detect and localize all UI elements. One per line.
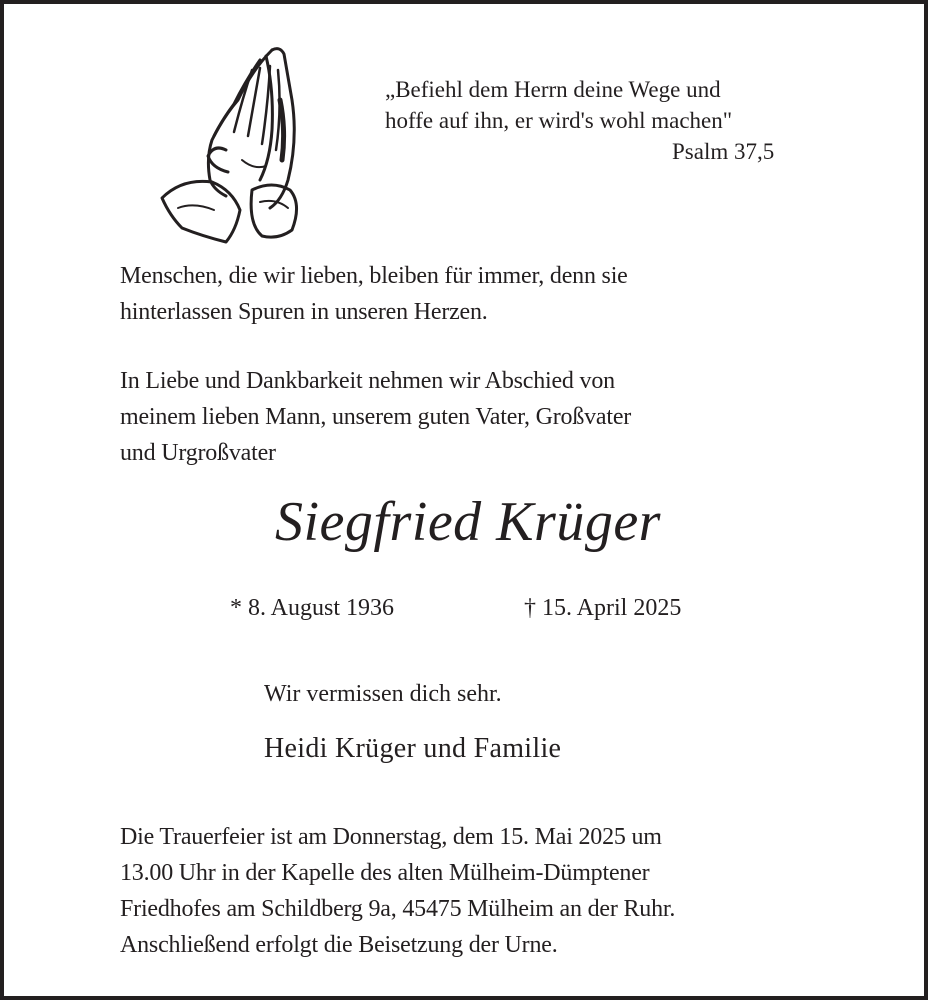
quote-line: „Befiehl dem Herrn deine Wege und — [385, 77, 721, 102]
bible-quote — [385, 74, 732, 136]
death-date: † 15. April 2025 — [524, 595, 682, 621]
signed-by: Heidi Krüger und Familie — [264, 733, 562, 764]
ceremony-line: Anschließend erfolgt die Beisetzung der Urne. — [120, 932, 558, 958]
intro-line: Menschen, die wir lieben, bleiben für immer, denn sie — [120, 263, 628, 289]
quote-source: Psalm 37,5 — [672, 139, 775, 164]
closing-message: Wir vermissen dich sehr. — [264, 681, 502, 707]
praying-hands-icon — [142, 40, 332, 250]
farewell-line: und Urgroßvater — [120, 440, 276, 466]
farewell-line: meinem lieben Mann, unserem guten Vater, Großvater — [120, 404, 632, 430]
ceremony-paragraph — [120, 819, 675, 963]
farewell-line: In Liebe und Dankbarkeit nehmen wir Abschied von — [120, 368, 615, 394]
ceremony-line: 13.00 Uhr in der Kapelle des alten Mülheim-Dümptener — [120, 860, 650, 886]
birth-date: * 8. August 1936 — [230, 595, 395, 621]
quote-line: hoffe auf ihn, er wird's wohl machen" — [385, 108, 733, 133]
ceremony-line: Die Trauerfeier ist am Donnerstag, dem 15. Mai 2025 um — [120, 824, 662, 850]
deceased-name: Siegfried Krüger — [275, 491, 661, 553]
farewell-paragraph — [120, 363, 631, 471]
intro-paragraph — [120, 258, 628, 330]
ceremony-line: Friedhofes am Schildberg 9a, 45475 Mülheim an der Ruhr. — [120, 896, 676, 922]
intro-line: hinterlassen Spuren in unseren Herzen. — [120, 299, 488, 325]
